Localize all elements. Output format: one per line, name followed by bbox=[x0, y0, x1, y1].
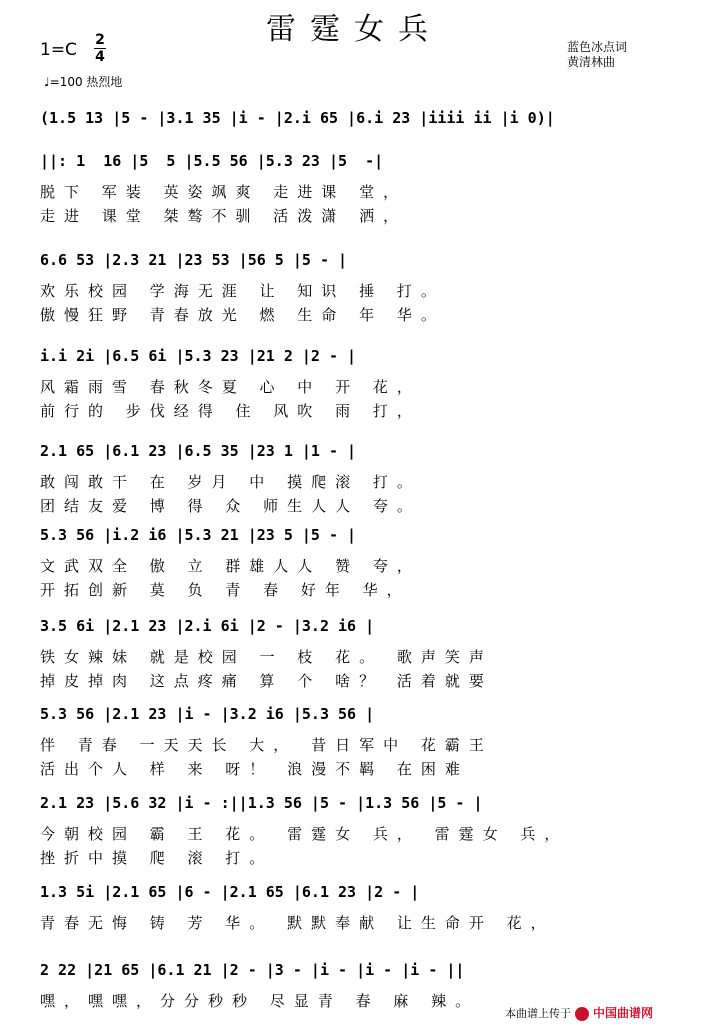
footer-text: 本曲谱上传于 bbox=[505, 1007, 571, 1020]
notation-line: ||: 1 16 |5 5 |5.5 56 |5.3 23 |5 -| bbox=[40, 152, 384, 170]
lyric-verse-2: 挫折中摸 爬 滚 打。 bbox=[40, 849, 274, 867]
site-logo-icon bbox=[575, 1007, 589, 1021]
lyric-verse-1: 铁女辣妹 就是校园 一 枝 花。 歌声笑声 bbox=[40, 648, 493, 666]
site-brand: 中国曲谱网 bbox=[593, 1006, 654, 1020]
lyric-verse-2: 活出个人 样 来 呀！ 浪漫不羁 在困难 bbox=[40, 760, 469, 778]
meter-bottom: 4 bbox=[95, 49, 105, 65]
notation-line: 1.3 5i |2.1 65 |6 - |2.1 65 |6.1 23 |2 - | bbox=[40, 883, 420, 901]
lyric-verse-1: 今朝校园 霸 王 花。 雷霆女 兵， 雷霆女 兵， bbox=[40, 825, 569, 843]
key-signature: 1=C bbox=[40, 40, 77, 60]
time-signature bbox=[94, 33, 106, 64]
lyric-verse-1: 文武双全 傲 立 群雄人人 赞 夸， bbox=[40, 557, 421, 575]
composer: 黄清林曲 bbox=[567, 55, 616, 69]
lyric-verse-2: 掉皮掉肉 这点疼痛 算 个 啥？ 活着就要 bbox=[40, 672, 493, 690]
credits bbox=[567, 40, 627, 70]
lyric-verse-2: 团结友爱 博 得 众 师生人人 夸。 bbox=[40, 497, 421, 515]
lyric-verse-1: 脱下 军装 英姿飒爽 走进课 堂， bbox=[40, 183, 408, 201]
lyricist: 蓝色冰点词 bbox=[567, 40, 628, 54]
lyric-verse-1: 嘿，嘿嘿，分分秒秒 尽显青 春 麻 辣。 bbox=[40, 992, 480, 1010]
notation-line: 2.1 65 |6.1 23 |6.5 35 |23 1 |1 - | bbox=[40, 442, 357, 460]
upload-footer bbox=[505, 1002, 705, 1024]
tempo-marking: ♩=100 热烈地 bbox=[44, 75, 123, 89]
notation-line: i.i 2i |6.5 6i |5.3 23 |21 2 |2 - | bbox=[40, 347, 357, 365]
lyric-verse-1: 青春无悔 铸 芳 华。 默默奉献 让生命开 花， bbox=[40, 914, 555, 932]
notation-line: 2 22 |21 65 |6.1 21 |2 - |3 - |i - |i - |i - || bbox=[40, 961, 465, 979]
lyric-verse-2: 前行的 步伐经得 住 风吹 雨 打， bbox=[40, 402, 421, 420]
lyric-verse-1: 欢乐校园 学海无涯 让 知识 捶 打。 bbox=[40, 282, 445, 300]
notation-line: 2.1 23 |5.6 32 |i - :||1.3 56 |5 - |1.3 56 |5 - | bbox=[40, 794, 483, 812]
notation-line: 5.3 56 |i.2 i6 |5.3 21 |23 5 |5 - | bbox=[40, 526, 357, 544]
notation-line: 5.3 56 |2.1 23 |i - |3.2 i6 |5.3 56 | bbox=[40, 705, 375, 723]
meter-top: 2 bbox=[95, 32, 105, 48]
lyric-verse-1: 伴 青春 一天天长 大， 昔日军中 花霸王 bbox=[40, 736, 493, 754]
notation-line: 6.6 53 |2.3 21 |23 53 |56 5 |5 - | bbox=[40, 251, 348, 269]
notation-line: 3.5 6i |2.1 23 |2.i 6i |2 - |3.2 i6 | bbox=[40, 617, 375, 635]
lyric-verse-2: 傲慢狂野 青春放光 燃 生命 年 华。 bbox=[40, 306, 445, 324]
lyric-verse-2: 走进 课堂 桀骜不驯 活泼潇 洒， bbox=[40, 207, 408, 225]
lyric-verse-1: 风霜雨雪 春秋冬夏 心 中 开 花， bbox=[40, 378, 421, 396]
lyric-verse-2: 开拓创新 莫 负 青 春 好年 华， bbox=[40, 581, 411, 599]
notation-line: (1.5 13 |5 - |3.1 35 |i - |2.i 65 |6.i 23 |iiii ii |i 0)| bbox=[40, 109, 555, 127]
song-title: 雷霆女兵 bbox=[266, 12, 442, 47]
lyric-verse-1: 敢闯敢干 在 岁月 中 摸爬滚 打。 bbox=[40, 473, 421, 491]
